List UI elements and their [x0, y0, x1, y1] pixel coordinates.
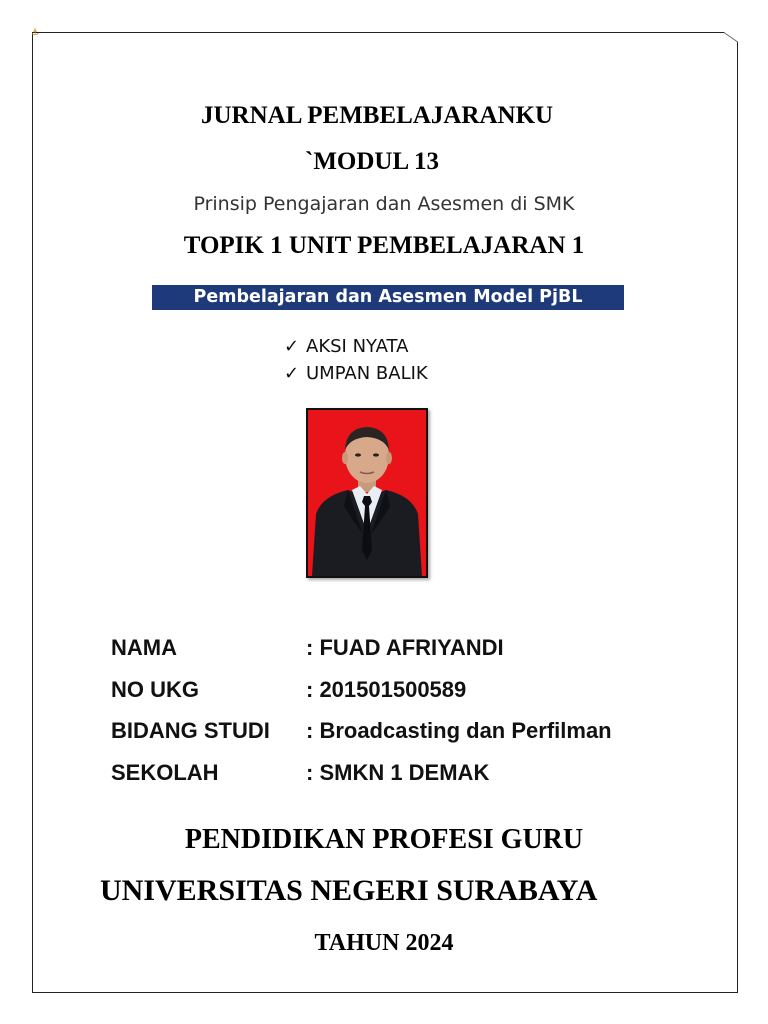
checkmark-icon: ✓: [284, 336, 300, 357]
highlighted-heading: Pembelajaran dan Asesmen Model PjBL: [152, 285, 624, 310]
label-no-ukg: NO UKG: [111, 677, 199, 702]
module-title: `MODUL 13: [305, 148, 440, 175]
person-portrait-icon: [308, 410, 426, 576]
checklist-label: AKSI NYATA: [306, 336, 409, 357]
checklist-item-aksi-nyata: [284, 336, 408, 357]
label-bidang-studi: BIDANG STUDI: [111, 718, 270, 743]
value-no-ukg: : 201501500589: [306, 677, 467, 702]
anchor-icon: ⚓: [31, 28, 40, 38]
university-name: UNIVERSITAS NEGERI SURABAYA: [100, 874, 598, 907]
label-sekolah: SEKOLAH: [111, 760, 219, 785]
topic-title: TOPIK 1 UNIT PEMBELAJARAN 1: [183, 232, 585, 259]
program-name: PENDIDIKAN PROFESI GURU: [184, 824, 584, 855]
checklist-label: UMPAN BALIK: [306, 363, 428, 384]
checkmark-icon: ✓: [284, 363, 300, 384]
label-nama: NAMA: [111, 635, 177, 660]
year-label: TAHUN 2024: [314, 930, 454, 956]
module-subtitle: Prinsip Pengajaran dan Asesmen di SMK: [193, 193, 575, 215]
document-title: JURNAL PEMBELAJARANKU: [201, 102, 554, 129]
value-sekolah: : SMKN 1 DEMAK: [306, 760, 490, 785]
page-corner-fold: [724, 32, 738, 42]
value-nama: : FUAD AFRIYANDI: [306, 635, 504, 660]
value-bidang-studi: : Broadcasting dan Perfilman: [306, 718, 612, 743]
checklist-item-umpan-balik: [284, 363, 428, 384]
profile-photo: [306, 408, 428, 578]
